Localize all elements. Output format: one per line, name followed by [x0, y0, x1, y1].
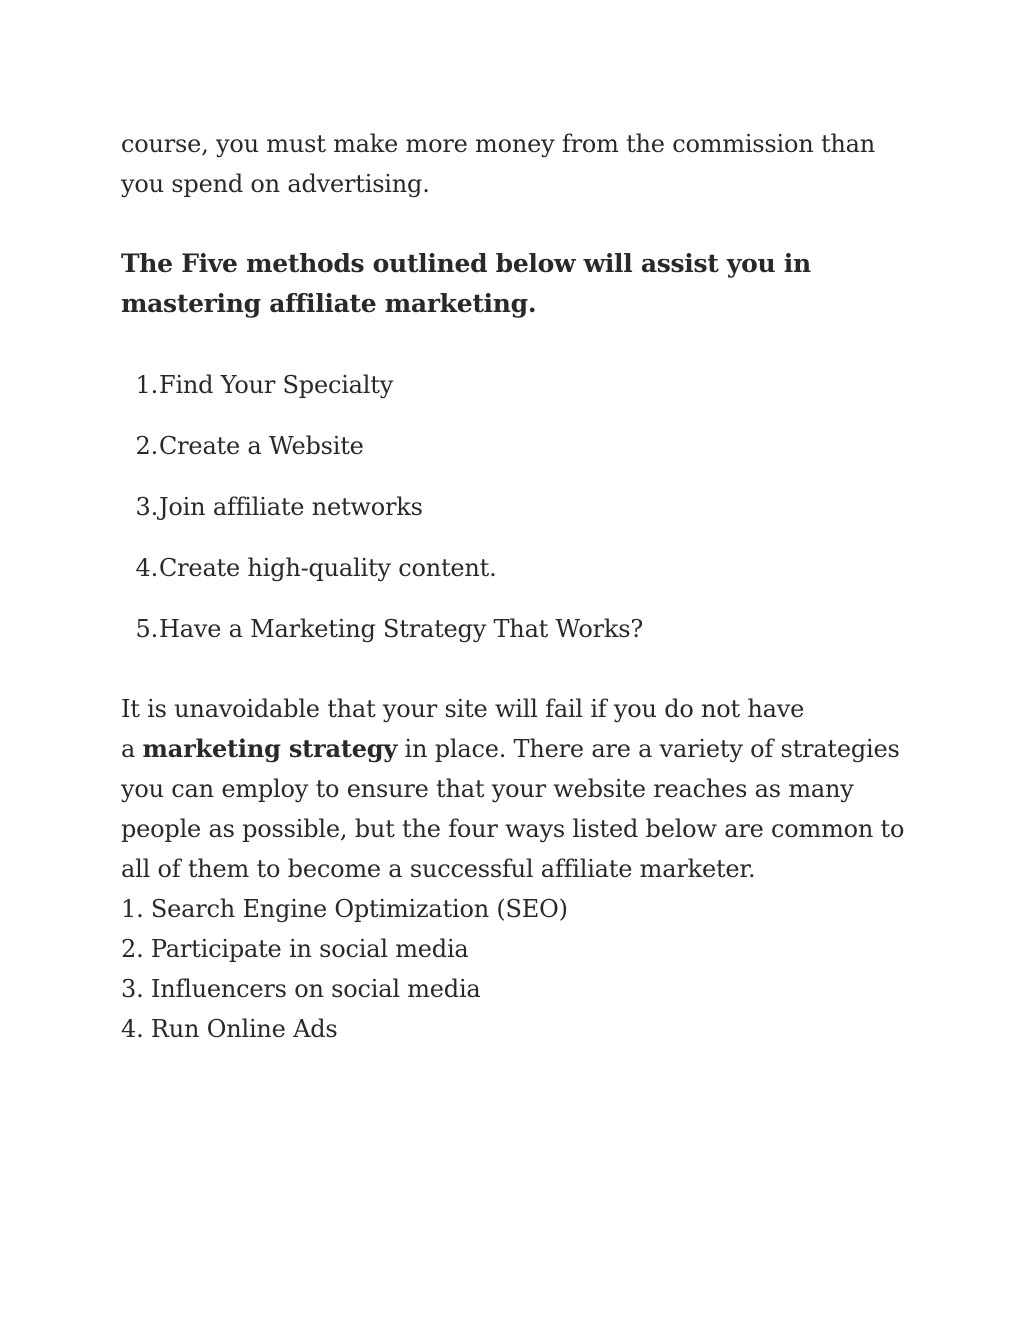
list-item — [121, 426, 911, 466]
list-item — [121, 548, 911, 588]
intro-line-2: you spend on advertising. — [121, 170, 430, 198]
intro-line-1: course, you must make more money from the commission than — [121, 130, 876, 158]
paragraph-line-2-suffix: in place. There are a variety of strategies — [397, 735, 900, 763]
methods-list — [121, 365, 911, 649]
list-item: 2. Participate in social media — [121, 935, 469, 963]
list-item: 4. Run Online Ads — [121, 1015, 338, 1043]
list-item-number: 1. — [135, 371, 158, 399]
list-item — [121, 365, 911, 405]
paragraph-line-4: people as possible, but the four ways listed below are common to — [121, 815, 905, 843]
strategy-paragraph — [121, 689, 911, 1049]
list-item-number: 5. — [135, 615, 158, 643]
list-item-number: 3. — [135, 493, 158, 521]
list-item-number: 4. — [135, 554, 158, 582]
heading-line-2: mastering affiliate marketing. — [121, 289, 537, 318]
list-item: 1. Search Engine Optimization (SEO) — [121, 895, 568, 923]
list-item — [121, 609, 911, 649]
ways-list — [121, 889, 911, 1049]
intro-paragraph — [121, 124, 911, 204]
paragraph-line-2-prefix: a — [121, 735, 143, 763]
marketing-strategy-bold: marketing strategy — [142, 734, 398, 763]
paragraph-line-1: It is unavoidable that your site will fail if you do not have — [121, 695, 805, 723]
list-item-label: Find Your Specialty — [159, 371, 394, 399]
list-item — [121, 487, 911, 527]
heading-line-1: The Five methods outlined below will assist you in — [121, 249, 811, 278]
section-heading — [121, 244, 911, 324]
list-item-label: Create a Website — [159, 432, 364, 460]
list-item-label: Have a Marketing Strategy That Works? — [159, 615, 644, 643]
document-page — [121, 124, 911, 1049]
list-item-label: Create high-quality content. — [159, 554, 497, 582]
list-item: 3. Influencers on social media — [121, 975, 481, 1003]
list-item-number: 2. — [135, 432, 158, 460]
paragraph-line-5: all of them to become a successful affiliate marketer. — [121, 855, 756, 883]
list-item-label: Join affiliate networks — [159, 493, 423, 521]
paragraph-line-3: you can employ to ensure that your website reaches as many — [121, 775, 854, 803]
